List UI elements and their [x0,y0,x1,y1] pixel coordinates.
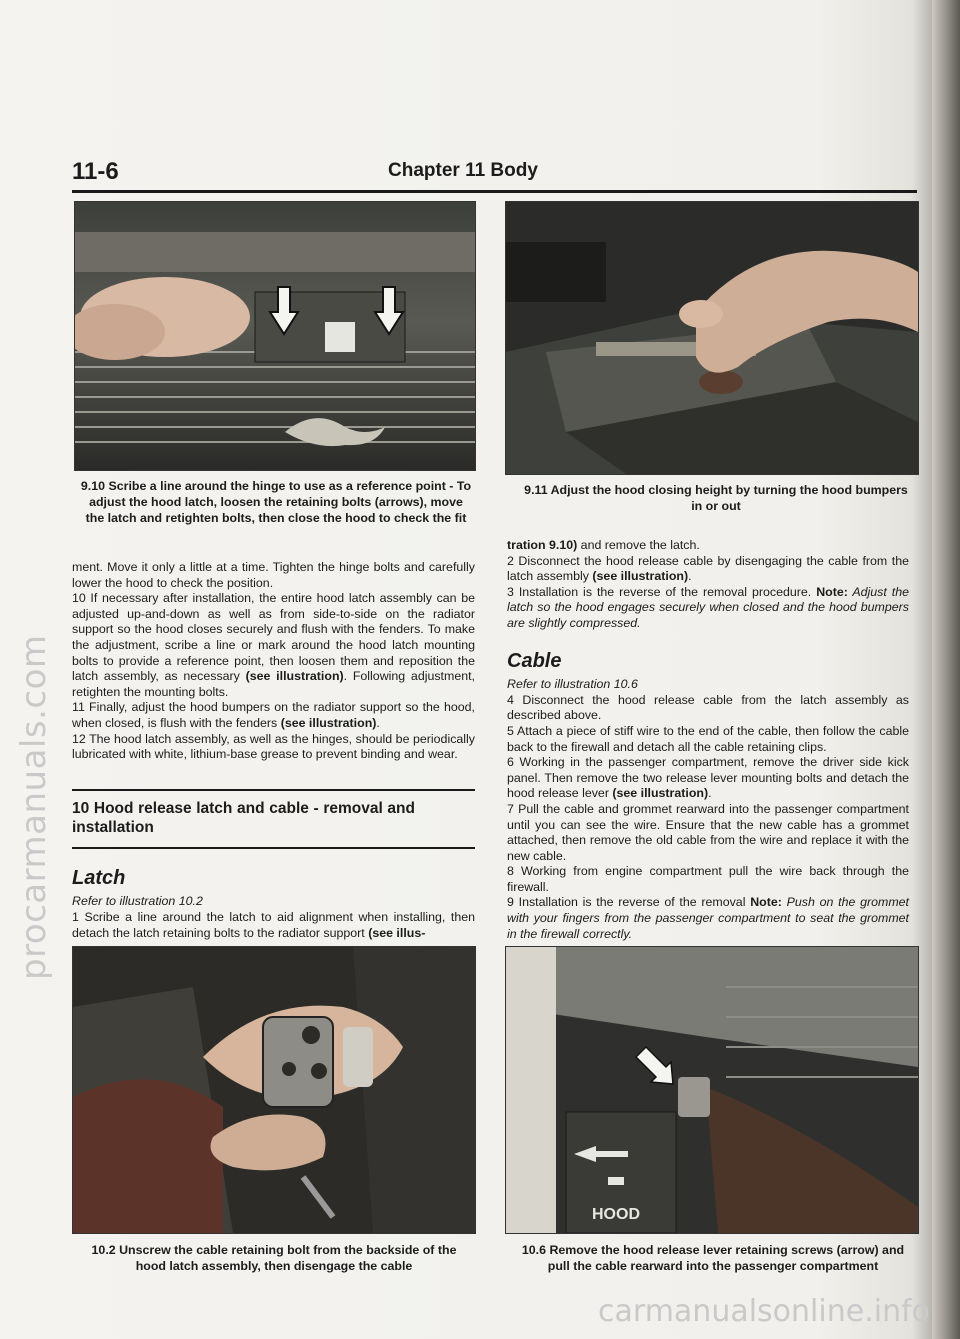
paragraph-2 [507,554,909,585]
photo-10-2 [72,946,476,1234]
paragraph-10-text: 10 If necessary after installation, the entire hood latch assembly can be adjusted up-and-down as well as from side-to-side on the radiator support so the hood closes securely and flush with the fenders. To make the adjustment, scribe a line or mark around the hood latch mounting bolts to provide a reference point, then loosen them and reposition the latch assembly, as necessary [72,591,475,684]
paragraph-11-text: 11 Finally, adjust the hood bumpers on the radiator support so the hood, when closed, is flush with the fenders [72,700,475,730]
see-illustration-ref: (see illustration) [245,669,344,684]
note-label: Note: [750,895,782,910]
paragraph-1 [72,910,475,941]
bottom-watermark: carmanualsonline.info [598,1294,930,1329]
paragraph-12: 12 The hood latch assembly, as well as the hinges, should be periodically lubricated with white, lithium-base grease to prevent binding and wear. [72,731,475,762]
see-illustration-ref: (see illustration) [612,786,709,801]
cable-refer: Refer to illustration 10.6 [507,677,638,692]
caption-10-6: 10.6 Remove the hood release lever retaining screws (arrow) and pull the cable rearward into the passenger compartment [521,1243,905,1273]
photo-9-11 [505,201,919,475]
paragraph-9 [507,895,909,942]
caption-9-10: 9.10 Scribe a line around the hinge to use as a reference point - To adjust the hood latch, loosen the retaining bolts (arrows), move the latch and retighten bolts, then close the hood to check the fit [80,479,472,525]
paragraph-4: 4 Disconnect the hood release cable from the latch assembly as described above. [507,692,909,723]
paragraph-10 [72,591,475,700]
paragraph-1-cont-text: and remove the latch. [577,538,700,552]
paragraph-3 [507,585,909,632]
left-column [72,560,475,941]
paragraph-1-cont [507,538,909,554]
note-label: Note: [816,584,848,599]
paragraph-10-text-end: . Following adjustment, retighten the mounting bolts. [72,669,475,699]
photo-10-6 [505,946,919,1234]
right-column [507,538,909,942]
paragraph-11-text-end: . [376,715,380,730]
page-number: 11-6 [72,158,119,185]
note-text: Push on the grommet with your fingers from the passenger compartment to seat the grommet in the firewall correctly. [507,895,909,941]
cable-heading: Cable [507,649,562,672]
paragraph-1-text: 1 Scribe a line around the latch to aid alignment when installing, then detach the latch retaining bolts to the radiator support [72,909,475,940]
paragraph-6-text-end: . [708,786,712,801]
see-illustration-ref: tration 9.10) [507,538,578,552]
header-rule [72,190,917,193]
chapter-title: Chapter 11 Body [388,160,538,181]
paragraph-3-text: 3 Installation is the reverse of the removal procedure. [507,584,817,599]
hood-label: HOOD [592,1206,640,1223]
see-illustration-ref: (see illustration) [592,569,689,584]
paragraph-9-text: 9 Installation is the reverse of the removal [507,895,751,910]
see-illustration-ref: (see illustration) [280,715,377,730]
section-rule-top [72,789,475,791]
paragraph-6-text: 6 Working in the passenger compartment, remove the driver side kick panel. Then remove the two release lever mounting bolts and detach the hood release lever [507,755,909,801]
latch-refer: Refer to illustration 10.2 [72,894,203,909]
paragraph-5: 5 Attach a piece of stiff wire to the end of the cable, then follow the cable back to the firewall and detach all the cable retaining clips. [507,723,909,754]
paragraph-6 [507,755,909,802]
paragraph-11 [72,700,475,731]
latch-heading: Latch [72,866,126,889]
caption-10-2: 10.2 Unscrew the cable retaining bolt from the backside of the hood latch assembly, then disengage the cable [91,1243,457,1273]
photo-9-10 [74,201,476,471]
paragraph-2-text: 2 Disconnect the hood release cable by disengaging the cable from the latch assembly [507,553,909,584]
paragraph-7: 7 Pull the cable and grommet rearward into the passenger compartment until you can see the wire. Ensure that the new cable has a grommet attached, then remove the old cable from the wire and replace it with the new cable. [507,801,909,863]
paragraph-9-cont: ment. Move it only a little at a time. Tighten the hinge bolts and carefully lower the hood to check the position. [72,560,475,590]
side-watermark: procarmanuals.com [14,634,54,980]
paragraph-8: 8 Working from engine compartment pull the wire back through the firewall. [507,864,909,894]
book-spine-shadow [932,0,960,1339]
section-rule-bottom [72,847,475,849]
section-title-10: 10 Hood release latch and cable - removal and installation [72,799,415,836]
note-text: Adjust the latch so the hood engages securely when closed and the hood bumpers are slightly compressed. [507,584,909,630]
paragraph-2-text-end: . [688,569,692,584]
caption-9-11: 9.11 Adjust the hood closing height by turning the hood bumpers in or out [524,483,908,513]
see-illustration-ref: (see illus- [368,925,426,940]
